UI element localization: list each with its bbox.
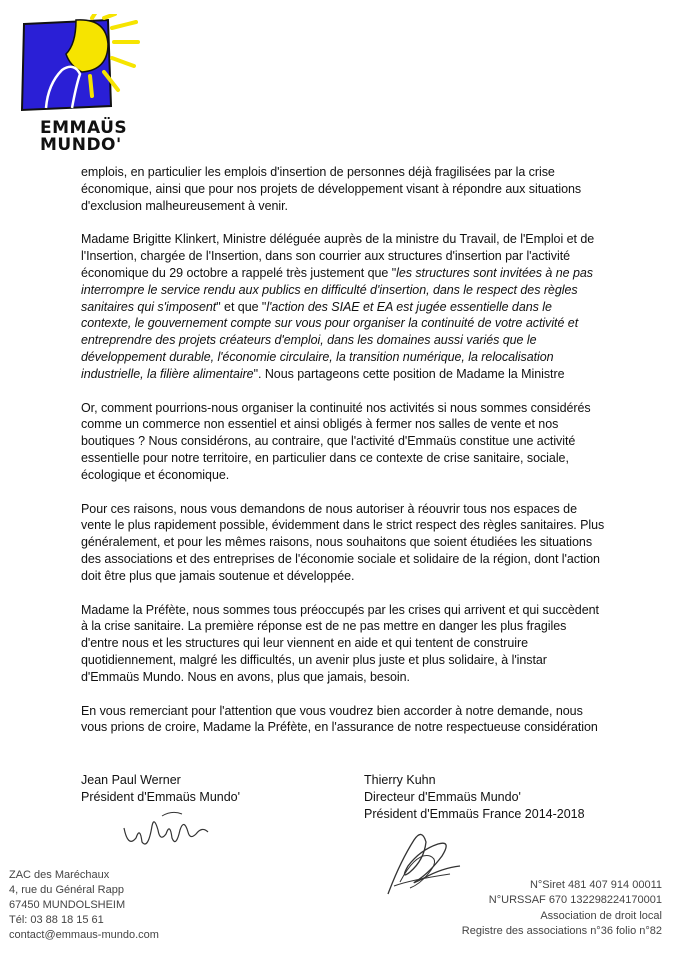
footer-address bbox=[9, 868, 159, 943]
logo-line-2: MUNDO' bbox=[40, 135, 122, 155]
footer-association-type: Association de droit local bbox=[540, 909, 662, 922]
signatory-right bbox=[364, 772, 585, 822]
paragraph-2-end: ". Nous partageons cette position de Madame la Ministre bbox=[253, 366, 565, 381]
signatory-left-name: Jean Paul Werner bbox=[81, 773, 181, 787]
footer-registry: Registre des associations n°36 folio n°82 bbox=[461, 924, 662, 937]
signatory-left-title: Président d'Emmaüs Mundo' bbox=[81, 789, 241, 804]
paragraph-2 bbox=[81, 231, 605, 382]
paragraph-3: Or, comment pourrions-nous organiser la continuité nos activités si nous sommes considérés comme un commerce non essentiel et ainsi obligés à fermer nos salles de vente et nos boutiques ? Nous considérons, au contraire, que l'activité d'Emmaüs constitue une activité essentielle pour notre territoire, en particulier dans ce contexte de crise sanitaire, sociale, écologique et économique. bbox=[81, 400, 591, 482]
signatory-left bbox=[81, 772, 240, 806]
footer-email: contact@emmaus-mundo.com bbox=[9, 929, 159, 941]
footer-address-line-1: ZAC des Maréchaux bbox=[9, 869, 110, 881]
signatory-right-name: Thierry Kuhn bbox=[364, 773, 436, 787]
footer-legal bbox=[462, 878, 662, 939]
signature-right-icon bbox=[380, 822, 470, 902]
signature-left-icon bbox=[122, 808, 214, 852]
paragraph-5: Madame la Préfète, nous sommes tous préoccupés par les crises qui arrivent et qui succèdent à la crise sanitaire. La première réponse est de ne pas mettre en danger les plus fragiles d'entre nous et les structures qui leur viennent en aide et qui tentent de construire quotidiennement, malgré les difficultés, un avenir plus juste et plus solidaire, à l'instar d'Emmaüs Mundo. Nous en avons, plus que jamais, besoin. bbox=[81, 602, 599, 684]
footer-phone: Tél: 03 88 18 15 61 bbox=[9, 914, 104, 926]
footer-address-line-3: 67450 MUNDOLSHEIM bbox=[9, 899, 126, 911]
footer-urssaf: N°URSSAF 670 132298224170001 bbox=[488, 894, 662, 907]
paragraph-2-intro: Madame Brigitte Klinkert, Ministre déléguée auprès de la ministre du Travail, de l'Emploi et de l'Insertion, chargée de l'Insertion, dans son courrier aux structures d'insertion par l'activité économique du 29 octobre a rappelé très justement que " bbox=[81, 232, 595, 280]
letter-body bbox=[81, 164, 605, 753]
paragraph-6: En vous remerciant pour l'attention que vous voudrez bien accorder à notre demande, nous vous prions de croire, Madame la Préfète, en l'assurance de notre respectueuse considération bbox=[81, 703, 598, 735]
logo-line-1: EMMAÜS bbox=[40, 118, 128, 138]
quote-1: les structures sont invitées à ne pas interrompre le service rendu aux publics en difficulté d'insertion, dans le respect des règles sanitaires qui s'imposent bbox=[81, 265, 593, 314]
signatory-right-title: Directeur d'Emmaüs Mundo' bbox=[364, 789, 521, 804]
paragraph-2-link: " et que " bbox=[216, 299, 267, 314]
quote-2: l'action des SIAE et EA est jugée essentielle dans le contexte, le gouvernement compte sur vous pour organiser la continuité de votre activité et entreprendre des projets créateurs d'emploi, dans les domaines aussi variés que le développement durable, l'économie circulaire, la transition numérique, la relocalisation industrielle, la filière alimentaire bbox=[81, 299, 579, 381]
paragraph-1: emplois, en particulier les emplois d'insertion de personnes déjà fragilisées par la crise économique, ainsi que pour nos projets de développement visant à répondre aux situations d'exclusion malheureusement à venir. bbox=[81, 165, 582, 213]
logo-mark-icon bbox=[18, 14, 140, 120]
paragraph-4: Pour ces raisons, nous vous demandons de nous autoriser à réouvrir tous nos espaces de vente le plus rapidement possible, évidemment dans le strict respect des règles sanitaires. Plus généralement, et pour les mêmes raisons, nous souhaitons que soient étudiées les situations des associations et des entreprises de l'économie sociale et solidaire de la région, dont l'action doit être plus que jamais soutenue et développée. bbox=[81, 501, 605, 583]
emmaus-mundo-logo bbox=[18, 14, 140, 154]
footer-siret: N°Siret 481 407 914 00011 bbox=[529, 879, 662, 891]
logo-text bbox=[40, 120, 127, 154]
footer-address-line-2: 4, rue du Général Rapp bbox=[9, 884, 124, 896]
signatory-right-title-2: Président d'Emmaüs France 2014-2018 bbox=[364, 806, 585, 821]
